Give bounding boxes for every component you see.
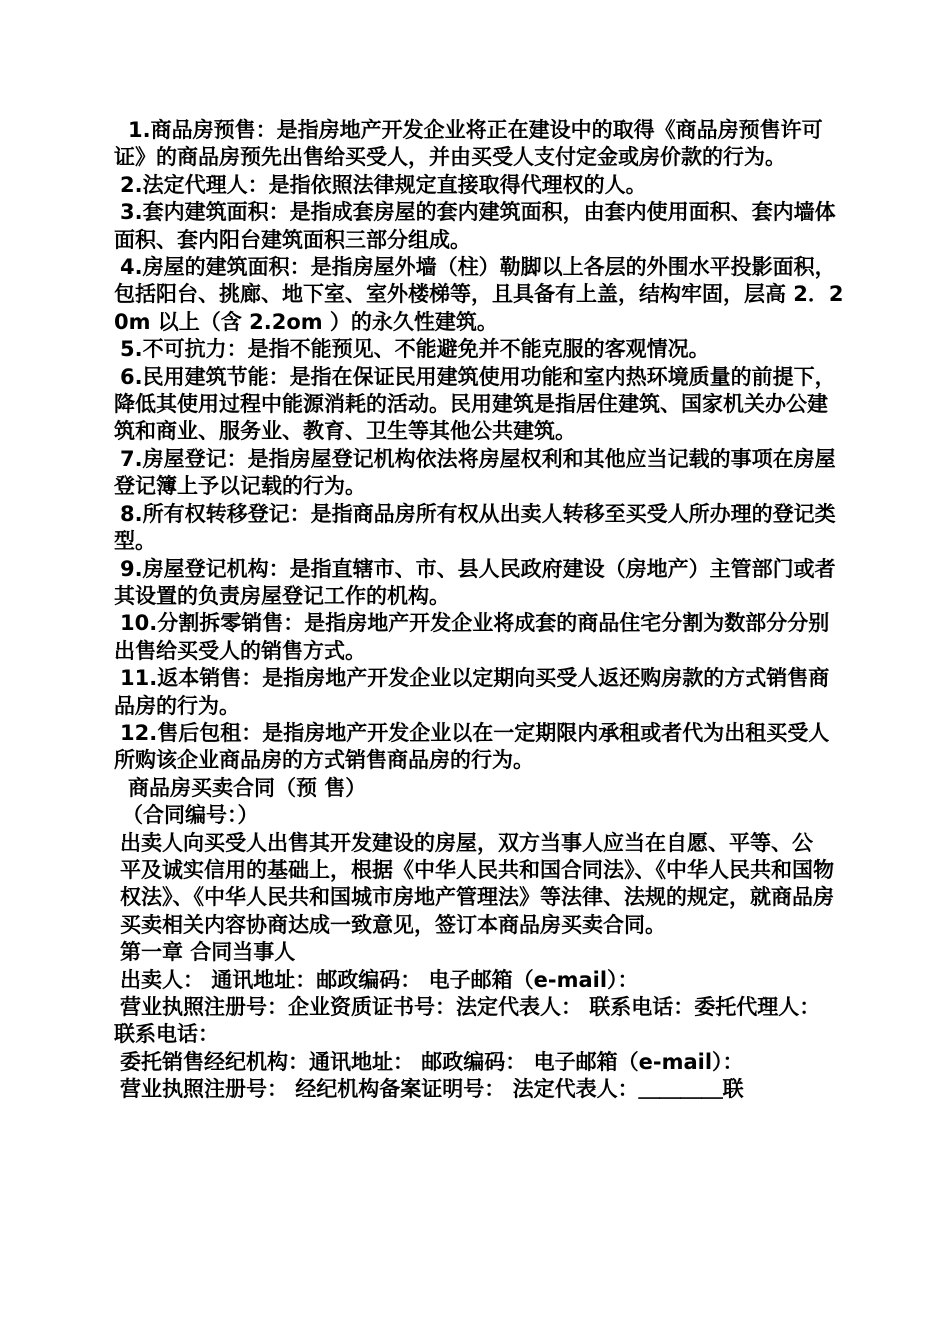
document-body xyxy=(114,117,844,1104)
definition-4: 4.房屋的建筑面积：是指房屋外墙（柱）勒脚以上各层的外围水平投影面积，包括阳台、挑廊、地下室、室外楼梯等，且具备有上盖，结构牢固，层高 2．20m 以上（含 2.2om ）的永久性建筑。 xyxy=(114,255,844,334)
party-line-agency: 委托销售经纪机构：通讯地址： 邮政编码： 电子邮箱（e-mail）： xyxy=(120,1049,744,1074)
definition-7: 7.房屋登记：是指房屋登记机构依法将房屋权利和其他应当记载的事项在房屋登记簿上予以记载的行为。 xyxy=(114,446,836,499)
party-line-seller: 出卖人： 通讯地址：邮政编码： 电子邮箱（e-mail）： xyxy=(120,967,639,992)
definition-10: 10.分割拆零销售：是指房地产开发企业将成套的商品住宅分割为数部分分别出售给买受人的销售方式。 xyxy=(114,611,830,663)
definition-5: 5.不可抗力：是指不能预见、不能避免并不能克服的客观情况。 xyxy=(120,337,710,362)
preamble-line-3: 权法》、《中华人民共和国城市房地产管理法》等法律、法规的规定，就商品房 xyxy=(120,885,834,910)
preamble-line-4: 买卖相关内容协商达成一致意见，签订本商品房买卖合同。 xyxy=(120,912,666,937)
definition-8: 8.所有权转移登记：是指商品房所有权从出卖人转移至买受人所办理的登记类型。 xyxy=(114,501,836,554)
definition-12: 12.售后包租：是指房地产开发企业以在一定期限内承租或者代为出租买受人所购该企业商品房的方式销售商品房的行为。 xyxy=(114,720,830,773)
definition-9: 9.房屋登记机构：是指直辖市、市、县人民政府建设（房地产）主管部门或者其设置的负责房屋登记工作的机构。 xyxy=(114,556,836,608)
contract-title: 商品房买卖合同（预 售） xyxy=(128,775,367,800)
preamble-line-1: 出卖人向买受人出售其开发建设的房屋，双方当事人应当在自愿、平等、公 xyxy=(120,830,813,855)
definition-6: 6.民用建筑节能：是指在保证民用建筑使用功能和室内热环境质量的前提下，降低其使用过程中能源消耗的活动。民用建筑是指居住建筑、国家机关办公建筑和商业、服务业、教育、卫生等其他公共建筑。 xyxy=(114,364,836,444)
party-line-agency-license: 营业执照注册号： 经纪机构备案证明号： 法定代表人：＿＿＿＿联 xyxy=(120,1077,744,1102)
definition-1: 1.商品房预售：是指房地产开发企业将正在建设中的取得《商品房预售许可证》的商品房预先出售给买受人，并由买受人支付定金或房价款的行为。 xyxy=(114,118,823,170)
definition-3: 3.套内建筑面积：是指成套房屋的套内建筑面积，由套内使用面积、套内墙体面积、套内阳台建筑面积三部分组成。 xyxy=(114,200,836,252)
definition-11: 11.返本销售：是指房地产开发企业以定期向买受人返还购房款的方式销售商品房的行为。 xyxy=(114,666,830,718)
party-line-license: 营业执照注册号：企业资质证书号：法定代表人： 联系电话：委托代理人： 联系电话： xyxy=(114,995,821,1047)
definition-2: 2.法定代理人：是指依照法律规定直接取得代理权的人。 xyxy=(120,172,647,197)
preamble-line-2: 平及诚实信用的基础上，根据《中华人民共和国合同法》、《中华人民共和国物 xyxy=(120,857,834,882)
chapter-1-title: 第一章 合同当事人 xyxy=(120,940,296,965)
contract-number-line: （合同编号：） xyxy=(122,803,259,828)
